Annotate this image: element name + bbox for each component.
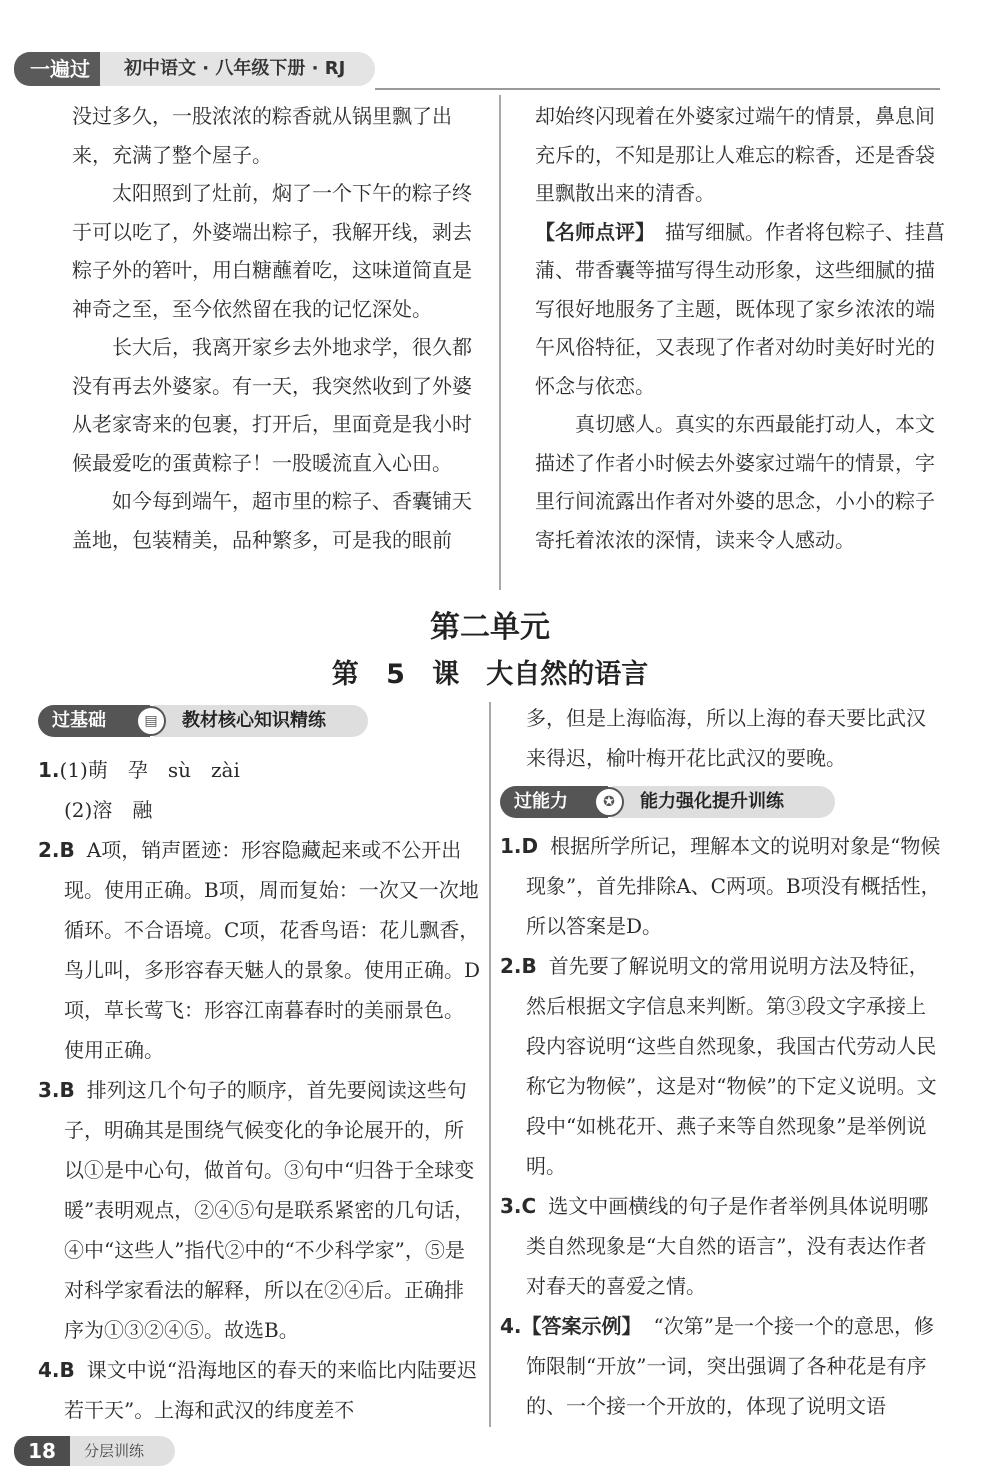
column-divider [499, 95, 501, 590]
lesson-title: 第 5 课 大自然的语言 [331, 659, 649, 690]
reading-paragraph: 没过多久，一股浓浓的粽香就从锅里飘了出来，充满了整个屋子。 [72, 104, 452, 167]
banner-tag: 过基础 [38, 705, 150, 737]
answer-item: 2.B A项，销声匿迹：形容隐藏起来或不公开出现。使用正确。B项，周而复始：一次又一次地循环。不合语境。C项，花香鸟语：花儿飘香，鸟儿叫，多形容春天魅人的景象。使用正确。D项，草长莺飞：形容江南暮春时的美丽景色。使用正确。 [38, 838, 481, 1062]
comment-text-2: 真切感人。真实的东西最能打动人，本文描述了作者小时候去外婆家过端午的情景，字里行间流露出作者对外婆的思念，小小的粽子寄托着浓浓的深情，读来令人感动。 [535, 412, 935, 552]
page-number: 18 [14, 1436, 70, 1466]
section-banner-basics [38, 705, 368, 737]
basics-answers [38, 750, 483, 1430]
column-divider [489, 702, 491, 1427]
answer-item: 3.C 选文中画横线的句子是作者举例具体说明哪类自然现象是“大自然的语言”，没有表达作者对春天的喜爱之情。 [500, 1194, 929, 1298]
answer-continuation: 多，但是上海临海，所以上海的春天要比武汉来得迟，榆叶梅开花比武汉的要晚。 [526, 706, 926, 770]
reading-left-column [72, 97, 480, 559]
answer-item-line: (2)溶 融 [64, 798, 153, 822]
header-rule [375, 88, 940, 90]
unit-title: 第二单元 [430, 610, 550, 645]
reading-paragraph: 却始终闪现着在外婆家过端午的情景，鼻息间充斥的，不知是那让人难忘的粽香，还是香袋里飘散出来的清香。 [535, 104, 935, 205]
medal-icon: ✪ [594, 787, 624, 817]
banner-title: 教材核心知识精练 [154, 705, 368, 737]
book-title: 初中语文 · 八年级下册 · RJ [100, 52, 375, 86]
page-footer [0, 1436, 200, 1466]
section-banner-ability [500, 786, 835, 818]
answer-item: 4.B 课文中说“沿海地区的春天的来临比内陆要迟若干天”。上海和武汉的纬度差不 [38, 1358, 477, 1422]
answer-item: 1.D 根据所学所记，理解本文的说明对象是“物候现象”，首先排除A、C两项。B项没有概括性，所以答案是D。 [500, 834, 941, 938]
reading-right-column [535, 97, 945, 559]
answer-item: 3.B 排列这几个句子的顺序，首先要阅读这些句子，明确其是围绕气候变化的争论展开的，所以①是中心句，做首句。③句中“归咎于全球变暖”表明观点，②④⑤句是联系紧密的几句话，④中“这些人”指代②中的“不少科学家”，⑤是对科学家看法的解释，所以在②④后。正确排序为①③②④⑤。故选B。 [38, 1078, 475, 1342]
banner-title: 能力强化提升训练 [612, 786, 835, 818]
reading-paragraph: 长大后，我离开家乡去外地求学，很久都没有再去外婆家。有一天，我突然收到了外婆从老家寄来的包裹，打开后，里面竟是我小时候最爱吃的蛋黄粽子！一股暖流直入心田。 [72, 335, 472, 475]
comment-label: 【名师点评】 [535, 219, 655, 244]
answer-item: 2.B 首先要了解说明文的常用说明方法及特征，然后根据文字信息来判断。第③段文字承接上段内容说明“这些自然现象，我国古代劳动人民称它为物候”，这是对“物候”的下定义说明。文段中“如桃花开、燕子来等自然现象”是举例说明。 [500, 954, 937, 1178]
page-header [0, 52, 980, 86]
brand-logo: 一遍过 [14, 52, 106, 86]
teacher-comment [535, 213, 945, 406]
answer-item: 4.【答案示例】 “次第”是一个接一个的意思，修饰限制“开放”一词，突出强调了各种花是有序的、一个接一个开放的，体现了说明文语 [500, 1314, 934, 1418]
notebook-icon: ▤ [136, 706, 166, 736]
answer-item: 1.(1)萌 孕 sù zài [38, 758, 240, 782]
footer-label: 分层训练 [70, 1436, 175, 1466]
banner-tag: 过能力 [500, 786, 608, 818]
reading-paragraph: 如今每到端午，超市里的粽子、香囊铺天盖地，包装精美，品种繁多，可是我的眼前 [72, 489, 472, 552]
reading-paragraph: 太阳照到了灶前，焖了一个下午的粽子终于可以吃了，外婆端出粽子，我解开线，剥去粽子外的箬叶，用白糖蘸着吃，这味道简直是神奇之至，至今依然留在我的记忆深处。 [72, 181, 472, 321]
comment-text: 描写细腻。作者将包粽子、挂菖蒲、带香囊等描写得生动形象，这些细腻的描写很好地服务了主题，既体现了家乡浓浓的端午风俗特征，又表现了作者对幼时美好时光的怀念与依恋。 [535, 219, 945, 398]
